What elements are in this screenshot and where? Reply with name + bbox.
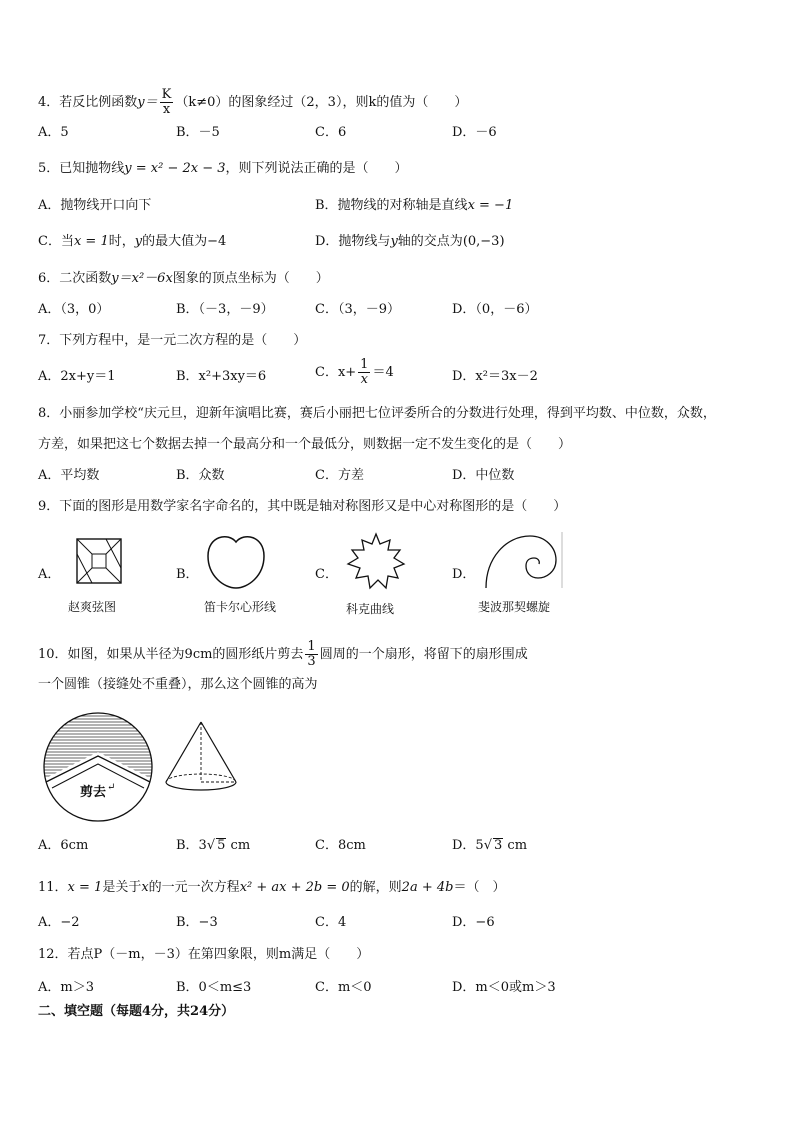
q9-caption-d: 斐波那契螺旋 [478,600,551,614]
q11-number: 11． [38,880,68,895]
q10-d-unit: cm [507,838,528,853]
q4-stem [38,88,467,117]
q11-option-c: C．4 [315,915,347,930]
q10-line1-post: 圆周的一个扇形，将留下的扇形围成 [319,647,528,662]
q11-variable: x [141,880,149,895]
q9-caption-c: 科克曲线 [346,602,395,616]
q10-option-c: C．8cm [315,838,366,853]
q4-frac-numerator: K [161,87,172,102]
q4-prefix: 4．若反比例函数 [38,95,138,110]
q8-option-a: A．平均数 [38,468,100,483]
q5-d-y: y [390,234,398,249]
q8-option-d: D．中位数 [452,468,515,483]
q9-stem: 9．下面的图形是用数学家名字命名的，其中既是轴对称图形又是中心对称图形的是（ ） [38,499,567,514]
q8-line-1: 8．小丽参加学校“庆元旦，迎新年演唱比赛，赛后小丽把七位评委所合的分数进行处理，得到平均数、中位数，众数， [38,406,716,421]
return-mark-icon: ↵ [107,782,116,793]
q7-c-pre: C．x+ [315,365,357,380]
zhao-shuang-figure [76,538,122,584]
q5-stem [38,160,408,178]
q11-option-d: D．−6 [452,915,495,930]
q12-stem: 12．若点P（－m，－3）在第四象限，则m满足（ ） [38,947,370,962]
cut-label: 剪去 [80,785,107,800]
q10-b-unit: cm [230,838,251,853]
q6-expression: y＝x²－6x [111,271,173,286]
q11-stem [38,879,505,897]
q7-c-denominator: x [360,372,368,387]
q11-suffix: ＝（ ） [453,880,506,895]
q11-mid3: 的解，则 [349,880,402,895]
q9-label-b: B． [176,567,199,582]
q10-line-2: 一个圆锥（接缝处不重叠），那么这个圆锥的高为 [38,677,318,692]
q5-prefix: 5．已知抛物线 [38,161,125,176]
q7-c-numerator: 1 [360,357,369,372]
q9-caption-b: 笛卡尔心形线 [204,600,277,614]
q10-line-1 [38,640,528,669]
q5-d-pre: D．抛物线与 [315,234,391,249]
q7-c-post: ＝4 [372,365,394,380]
q7-option-a: A．2x+y＝1 [38,369,116,384]
q9-label-c: C． [315,567,338,582]
q9-caption-a: 赵爽弦图 [68,600,117,614]
q10-fraction [305,640,317,669]
q5-expression: y = x² − 2x − 3 [124,161,226,176]
q5-c-mid: 时， [108,234,135,249]
q5-b-expr: x = −1 [467,198,514,213]
q6-prefix: 6．二次函数 [38,271,112,286]
q12-option-d: D．m＜0或m＞3 [452,980,556,995]
section-2-heading: 二、填空题（每题4分，共24分） [38,1004,235,1019]
q10-option-a: A．6cm [38,838,89,853]
q7-option-d: D．x²＝3x－2 [452,369,538,384]
q5-c-y: y [134,234,143,249]
q10-frac-numerator: 1 [307,639,316,654]
q7-option-b: B．x²+3xy＝6 [176,369,267,384]
q5-b-text: B．抛物线的对称轴是直线 [315,198,468,213]
q4-y: y＝ [137,95,158,110]
q7-option-c [315,358,394,387]
q6-option-d: D．（0，－6） [452,302,538,317]
q11-condition: x = 1 [67,880,103,895]
cut-circle-figure [42,712,154,822]
q9-label-a: A． [38,567,61,582]
q8-option-c: C．方差 [315,468,364,483]
q4-frac-denominator: x [162,102,171,117]
q11-equation: x² + ax + 2b = 0 [239,880,350,895]
q6-stem [38,270,329,288]
q5-c-val: −4 [207,234,227,249]
q11-mid2: 的一元一次方程 [148,880,240,895]
q8-line-2: 方差，如果把这七个数据去掉一个最高分和一个最低分，则数据一定不发生变化的是（ ） [38,437,572,452]
q8-option-b: B．众数 [176,468,225,483]
q6-option-a: A．（3，0） [38,302,110,317]
q9-label-d: D． [452,567,476,582]
q4-option-a: A．5 [38,125,69,140]
q6-suffix: 图象的顶点坐标为（ ） [172,271,329,286]
q5-suffix: ，则下列说法正确的是（ ） [225,161,408,176]
q5-option-b [315,197,513,215]
q12-option-c: C．m＜0 [315,980,372,995]
q6-option-b: B．（－3，－9） [176,302,274,317]
q10-b-coef: B．3 [176,838,207,853]
fibonacci-spiral-figure [484,530,560,590]
q11-option-a: A．−2 [38,915,80,930]
q10-option-b: B．3√ 5 cm [176,838,251,853]
q10-b-radicand: 5 [217,838,226,853]
q5-c-pre: C．当 [38,234,74,249]
q5-c-post: 的最大值为 [142,234,208,249]
cardioid-figure [206,534,266,590]
q12-option-b: B．0＜m≤3 [176,980,252,995]
q4-option-b: B．－5 [176,125,220,140]
q11-target-expr: 2a + 4b [401,880,454,895]
koch-snowflake-figure [346,532,406,592]
q5-d-post: 轴的交点为 [397,234,463,249]
q4-option-c: C．6 [315,125,347,140]
q4-option-d: D．－6 [452,125,497,140]
q5-c-x: x = 1 [73,234,109,249]
q10-option-d: D．5√ 3 cm [452,838,528,853]
q6-option-c: C．（3，－9） [315,302,400,317]
q11-mid1: 是关于 [102,880,142,895]
q10-frac-denominator: 3 [307,654,316,669]
q5-option-d [315,233,505,251]
q10-d-coef: D．5 [452,838,484,853]
q7-stem: 7．下列方程中，是一元二次方程的是（ ） [38,333,307,348]
q5-option-a: A．抛物线开口向下 [38,198,152,213]
q10-line1-pre: 10．如图，如果从半径为9cm的圆形纸片剪去 [38,647,304,662]
q5-d-point: (0,−3) [462,234,505,249]
q11-option-b: B．−3 [176,915,218,930]
q10-d-radicand: 3 [494,838,503,853]
q4-fraction [160,88,174,117]
q5-option-c [38,233,226,251]
cone-figure [164,720,238,794]
q4-suffix: （k≠0）的图象经过（2，3），则k的值为（ ） [175,95,468,110]
q12-option-a: A．m＞3 [38,980,94,995]
q7-c-fraction [358,358,370,387]
